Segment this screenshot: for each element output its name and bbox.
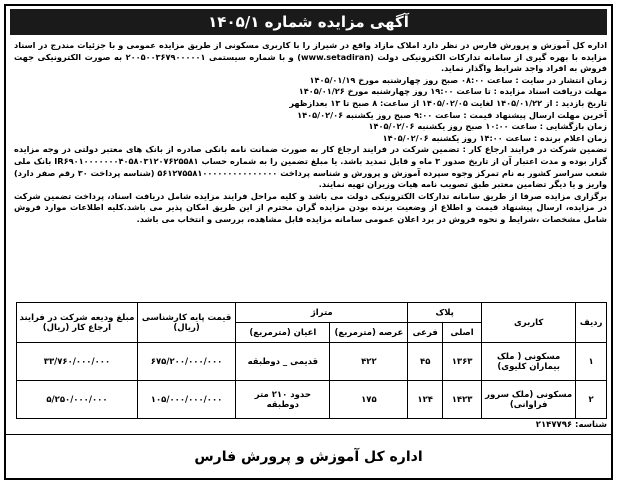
header-ayan: اعیان (مترمربع) [236, 323, 330, 343]
cell-deposit: ۵/۲۵۰/۰۰۰/۰۰۰ [17, 381, 138, 419]
schedule-value: ساعت ۰۸:۰۰ صبح روز چهارشنبه مورخ ۱۴۰۵/۰۱/۱۹ [309, 74, 513, 85]
table-row [17, 381, 607, 419]
header-base-price: قیمت پایه کارشناسی (ریال) [137, 303, 235, 343]
header-deposit: مبلغ ودیعه شرکت در فرایند ارجاع کار (ریال) [17, 303, 138, 343]
cell-asli: ۱۳۶۳ [443, 343, 482, 381]
cell-asli: ۱۴۲۳ [443, 381, 482, 419]
intro-paragraph: اداره کل آموزش و پرورش فارس در نظر دارد املاک مازاد واقع در شیراز را با کاربری مسکونی از طریق مزایده عمومی و با جزئیات مندرج در اسناد مزایده با بهره گیری از سامانه تدارکات الکترونیکی دولت (www.setadiran) و با شماره سیستمی ۲۰۰۵۰۰۳۶۷۹۰۰۰۰۰۱ به صورت الکترونیکی جهت فروش به افراد واجد شرایط واگذار نماید. [14, 40, 608, 74]
auction-table [16, 302, 607, 419]
schedule-value: از ۱۴۰۵/۰۱/۲۲ لغایت ۱۴۰۵/۰۲/۰۵ از ساعت: ۸ صبح تا ۱۳ بعدازظهر [289, 97, 553, 108]
header-arseh: عرصه (مترمربع) [330, 323, 408, 343]
cell-base-price: ۶۷۵/۲۰۰/۰۰۰/۰۰۰ [137, 343, 235, 381]
table-row [17, 343, 607, 381]
notice-body [14, 40, 607, 226]
schedule-label: زمان انتشار در سایت : [515, 74, 607, 85]
cell-arseh: ۴۲۲ [330, 343, 408, 381]
reference-id: شناسه: ۲۱۴۷۷۹۶ [535, 420, 607, 430]
schedule-line [14, 98, 607, 110]
schedule-label: مهلت دریافت اسناد مزایده : [493, 86, 607, 97]
cell-ayan: قدیمی _ دوطبقه [236, 343, 330, 381]
schedule-line [14, 75, 607, 87]
header-row-number: ردیف [576, 303, 607, 343]
cell-arseh: ۱۷۵ [330, 381, 408, 419]
guarantee-paragraph [14, 144, 607, 190]
cell-base-price: ۱۰۵/۰۰۰/۰۰۰/۰۰۰ [137, 381, 235, 419]
schedule-label: آخرین مهلت ارسال پیشنهاد قیمت : [463, 109, 607, 120]
header-usage: کاربری [482, 303, 576, 343]
schedule-value: تا ساعت ۱۹:۰۰ روز چهارشنبه مورخ ۱۴۰۵/۰۱/۲۶ [298, 86, 491, 97]
cell-farei: ۴۵ [408, 343, 443, 381]
cell-row-number: ۲ [576, 381, 607, 419]
cell-deposit: ۳۳/۷۶۰/۰۰۰/۰۰۰ [17, 343, 138, 381]
cell-usage: مسکونی ( ملک بیماران کلیوی) [482, 343, 576, 381]
cell-row-number: ۱ [576, 343, 607, 381]
schedule-line [14, 133, 607, 145]
schedule-line [14, 121, 607, 133]
schedule-value: ساعت ۱۰:۰۰ صبح روز یکشنبه ۱۴۰۵/۰۲/۰۶ [368, 121, 537, 132]
notice-title: آگهی مزایده شماره ۱۴۰۵/۱ [10, 9, 607, 35]
schedule-line [14, 110, 607, 122]
closing-paragraph: برگزاری مزایده صرفا از طریق سامانه تدارکات الکترونیکی دولت می باشد و کلیه مراحل فرایند مزایده شامل دریافت اسناد، پرداخت تضمین شرکت در مزایده، ارسال پیشنهاد قیمت و اطلاع از وضعیت برنده بودن مزایده گران محترم از این طریق امکان پذیر می باشد.کلیه اطلاعات موارد فروش شامل مشخصات ،شرایط و نحوه فروش در برد اعلان عمومی سامانه مزایده قابل مشاهده، بررسی و انتخاب می باشد. [14, 190, 607, 224]
header-metraj: متراژ [236, 303, 408, 323]
schedule-value: ساعت ۱۴:۰۰ روز یکشنبه ۱۴۰۵/۰۲/۰۶ [382, 132, 532, 143]
header-plak: پلاک [408, 303, 482, 323]
guarantee-text: تضمین شرکت در فرایند ارجاع کار به صورت ضمانت نامه بانکی صادره از بانک های معتبر دولتی در وجه مزایده گزار بوده و مدت اعتبار آن از تاریخ صدور ۳ ماه و قابل تمدید باشد. یا مبلغ تضمین را به شماره حساب IR۶۹۰۱۰۰۰۰۰۰۰۴۰۵۸۰۳۱۲۰۷۶۲۵۵۸۱ بانک ملی شعب سراسر کشور به نام تمرکز وجوه سپرده آموزش و پرورش و شناسه پرداخت ۵۶۱۲۷۵۵۸۱۰۰۰۰۰۰۰۰۰۰۰۰۰۰۰ (شناسه پرداخت ۳۰ رقم صفر دارد) واریز و یا دیگر تضامین معتبر طبق تصویب نامه هیات وزیران تهیه نمایند. [14, 144, 608, 190]
footer-organization: اداره کل آموزش و پرورش فارس [6, 434, 611, 478]
schedule-line [14, 86, 607, 98]
schedule-label: زمان بازگشایی : [539, 121, 607, 132]
schedule-label: تاریخ بازدید : [555, 97, 607, 108]
schedule-value: ساعت ۹:۰۰ صبح روز یکشنبه ۱۴۰۵/۰۲/۰۶ [297, 109, 461, 120]
schedule-label: زمان اعلام برنده : [533, 132, 607, 143]
cell-ayan: حدود ۲۱۰ متر دوطبقه [236, 381, 330, 419]
cell-usage: مسکونی (ملک سرور فراوانی) [482, 381, 576, 419]
header-farei: فرعی [408, 323, 443, 343]
cell-farei: ۱۲۴ [408, 381, 443, 419]
header-asli: اصلی [443, 323, 482, 343]
guarantee-label: تضمین شرکت در فرایند ارجاع کار : [462, 144, 607, 155]
notice-frame [4, 4, 613, 480]
